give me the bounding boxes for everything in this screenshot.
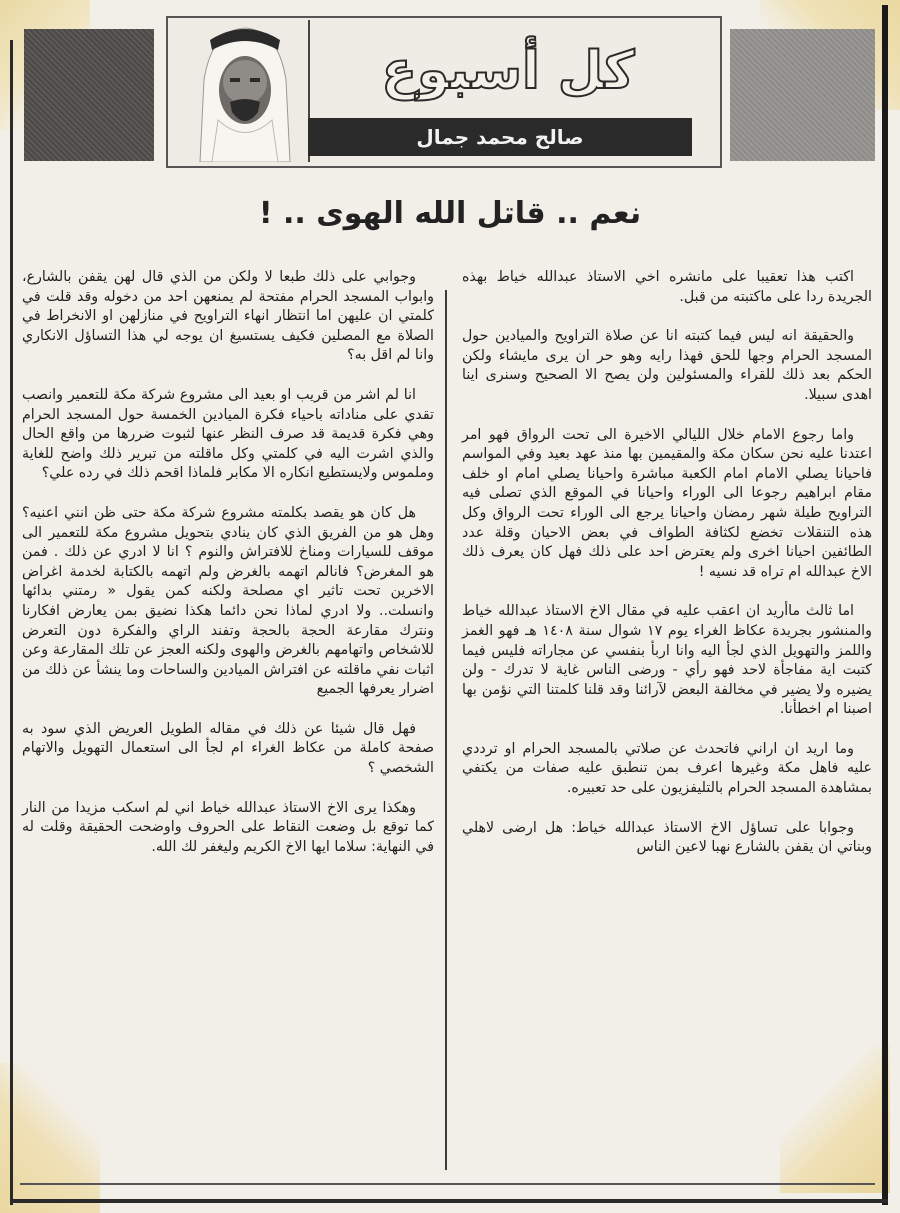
paragraph: والحقيقة انه ليس فيما كتبته انا عن صلاة التراويح والميادين حول المسجد الحرام وجها للحق فهذا رايه وهو حر ان يرى مايشاء ولكن الحكم بعد ذلك للقراء والمسئولين ولن يصح الا الصحيح وسنرى اينا اهدى سبيلا. xyxy=(462,328,872,403)
article-column-left xyxy=(22,268,434,877)
page-border-right xyxy=(882,5,888,1205)
portrait-image xyxy=(182,20,308,162)
paragraph: وجوابي على ذلك طبعا لا ولكن من الذي قال لهن يقفن بالشارع، وابواب المسجد الحرام مفتحة لم يمنعهن احد من دخوله وقد قلت في كلمتي ان عليهن اما انتظار انهاء التراويح في منازلهن او الانخراط في الصلاة مع المصلين فكيف يستسيغ ان يوجه لي هذا التساؤل الانكاري وانا لم اقل به؟ xyxy=(22,269,434,364)
halftone-block-right xyxy=(730,29,875,161)
paper-stain xyxy=(780,1043,890,1193)
article-column-right xyxy=(462,268,872,878)
author-portrait xyxy=(182,20,310,162)
paragraph: وجوابا على تساؤل الاخ الاستاذ عبدالله خياط: هل ارضى لاهلي وبناتي ان يقفن بالشارع نهبا لاعين الناس xyxy=(462,819,872,856)
paragraph: وهكذا يرى الاخ الاستاذ عبدالله خياط اني لم اسكب مزيدا من النار كما توقع بل وضعت النقاط على الحروف واوضحت الحقيقة وقلت له في النهاية: سلاما ايها الاخ الكريم وليغفر لك الله. xyxy=(22,799,434,855)
article-headline: نعم .. قاتل الله الهوى .. ! xyxy=(258,196,642,231)
byline-bar xyxy=(308,118,692,156)
bottom-rule xyxy=(20,1183,875,1185)
paragraph: اكتب هذا تعقيبا على مانشره اخي الاستاذ عبدالله خياط بهذه الجريدة ردا على ماكتبته من قبل. xyxy=(462,269,872,305)
paragraph: واما رجوع الامام خلال الليالي الاخيرة الى تحت الرواق فهو امر اعتدنا عليه نحن سكان مكة والمقيمين بها منذ عهد بعيد وفي المواسم فاحيانا يصلي الامام امام الكعبة مباشرة واحيانا يصلي امام او خلف مقام ابراهيم رجوعا الى الوراء واحيانا في الموقع الذي تصلى فيه التراويح طيلة شهر رمضان واحيانا يرجع الى الوراء تحت الرواق وكل هذه التنقلات تخضع لكثافة الطواف في بعض الاحيان وقلة عدد الطائفين احيانا اخرى ولم يعترض احد على ذلك فهل كان يعرف ذلك الاخ عبدالله ام تراه قد نسيه ! xyxy=(462,426,872,580)
page-border-bottom xyxy=(10,1199,888,1203)
column-header xyxy=(166,16,722,168)
column-divider xyxy=(445,290,447,1170)
column-title: كل أسبوع xyxy=(381,41,635,101)
paragraph: هل كان هو يقصد بكلمته مشروع شركة مكة حتى ظن انني اعنيه؟ وهل هو من الفريق الذي كان ينادي بتحويل مشروع مكة للتعمير الى موقف للسيارات ومناخ للافتراش والنوم ؟ انا لا ادري عن ذلك . فمن هو المغرض؟ فانالم اتهمه بالغرض ولم اتهمه بالكتابة لخدمة اغراض الاخرين تحت تاثير اي مصلحة ولكنه كمن يقول « رمتني بدائها وانسلت.. ولا ادري لماذا نحن دائما هكذا نضيق بمن يعارض افكارنا ونترك مقارعة الحجة بالحجة وتفند الراي والفكرة دون التعرض للاشخاص واتهامهم بالغرض والهوى ولكنه العجز عن تلك المقارعة وعن اثبات نفي ماقلته عن افتراش الميادين والساحات وما ينشأ عن ذلك من اضرار يعرفها الجميع xyxy=(22,504,434,698)
paragraph: انا لم اشر من قريب او بعيد الى مشروع شركة مكة للتعمير وانصب تقدي على مناداته باحياء فكرة الميادين الخمسة حول المسجد الحرام وهي فكرة قديمة قد صرف النظر عنها لثبوت ضررها من واقع الحال والذي اشرت اليه في كلمتي وكل ماقلته من تبرير ذلك واضح للغاية وملموس ولايستطيع انكاره الا مكابر فلماذا اقحم ذلك في رده علي؟ xyxy=(22,386,434,482)
paper-stain xyxy=(0,1063,100,1213)
page-border-left xyxy=(10,40,13,1205)
paragraph: فهل قال شيئا عن ذلك في مقاله الطويل العريض الذي سود به صفحة كاملة من عكاظ الغراء ام لجأ الى استعمال التهويل والاتهام الشخصي ؟ xyxy=(22,720,434,777)
paragraph: وما اريد ان اراني فاتحدث عن صلاتي بالمسجد الحرام او ترددي عليه فاهل مكة وغيرها اعرف بمن تنطبق عليه صفات من يكتفي بمشاهدة المسجد الحرام بالتليفزيون على حد تعبيره. xyxy=(462,740,872,797)
paragraph: اما ثالث ماأريد ان اعقب عليه في مقال الاخ الاستاذ عبدالله خياط والمنشور بجريدة عكاظ الغراء يوم ١٧ شوال سنة ١٤٠٨ هـ فهو الغمز واللمز والتهويل الذي لجأ اليه وانا اربأ بنفسي عن مجاراته فليس فيما كتبت اية مفاجأة لاحد فهو رأي - ورضى الناس غاية لا تدرك - ولن يضيره ولا يضير في مخالفة البعض لآرائنا وقد قلنا كلمتنا التي نؤمن بها اصبنا ام اخطأنا. xyxy=(462,603,872,718)
author-name: صالح محمد جمال xyxy=(416,125,584,149)
halftone-block-left xyxy=(24,29,154,161)
